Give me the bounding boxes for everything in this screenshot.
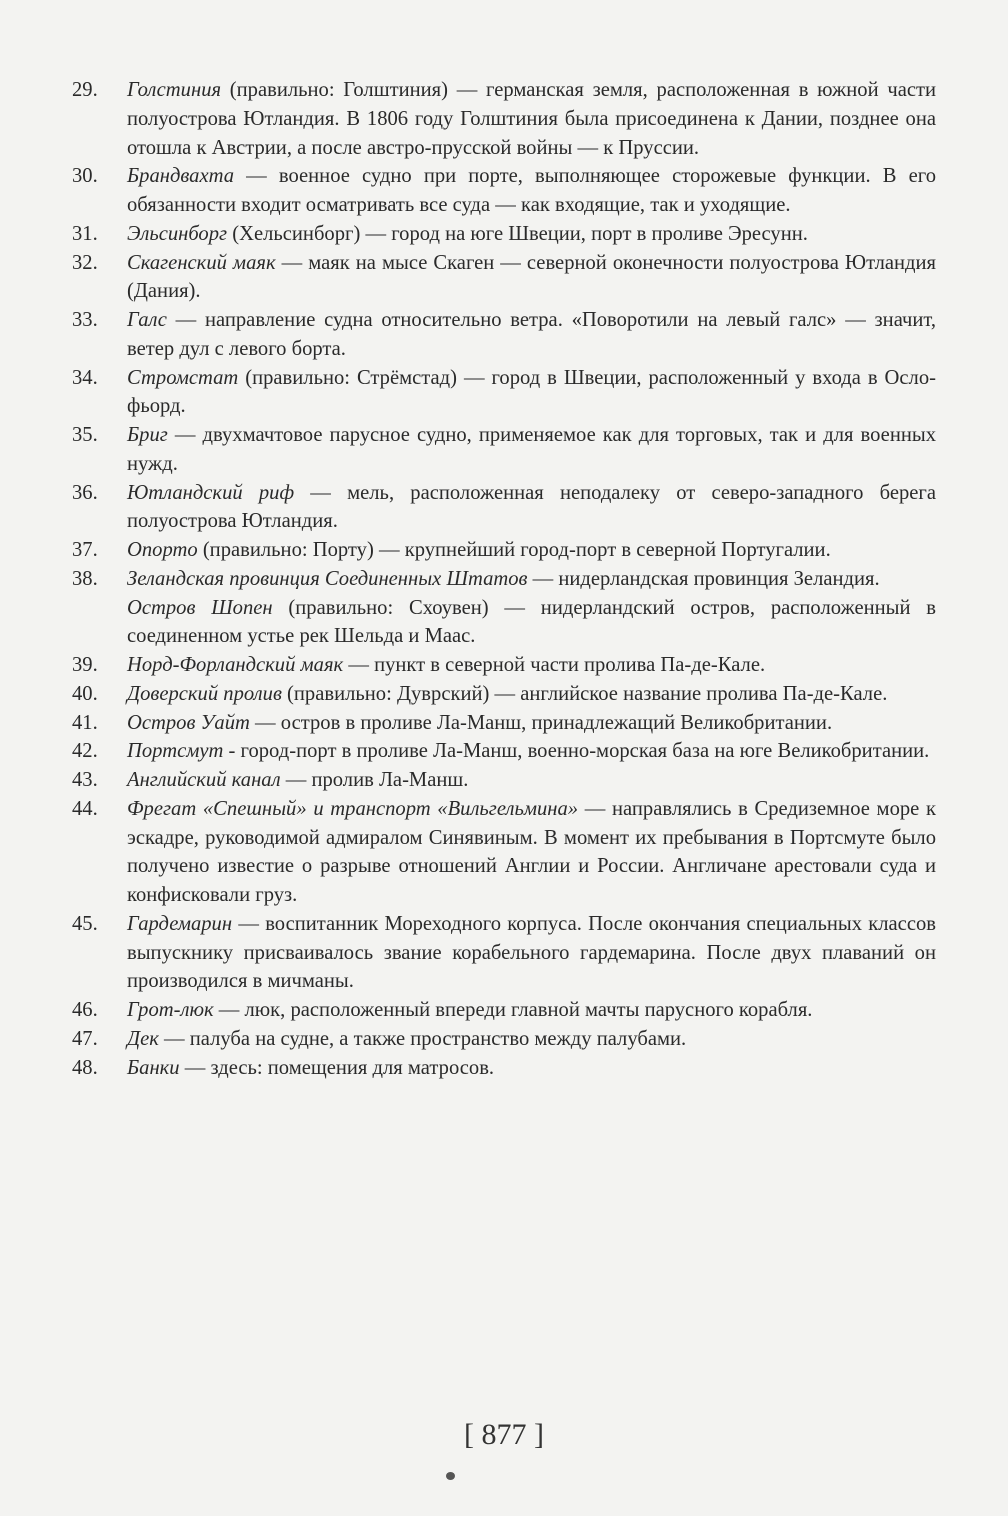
note-text: — остров в проливе Ла-Манш, принадлежащий Великобритании.	[249, 711, 833, 734]
note-term: Остров Уайт	[127, 711, 250, 734]
note-number: 30.	[72, 165, 98, 188]
note-entry	[72, 364, 936, 422]
note-entry	[72, 565, 936, 651]
note-number: 47.	[72, 1027, 98, 1050]
note-text: — пункт в северной части пролива Па-де-Кале.	[343, 654, 766, 676]
note-number: 37.	[72, 539, 98, 561]
note-term: Стромстат	[127, 366, 239, 389]
note-entry	[72, 651, 936, 680]
note-text: — направление судна относительно ветра. «Поворотили на левый галс» — значит, ветер дул с левого борта.	[127, 309, 936, 360]
note-term: Бриг	[127, 424, 168, 446]
note-text: — люк, расположенный впереди главной мачты парусного корабля.	[213, 999, 813, 1021]
note-term: Фрегат «Спешный» и транспорт «Вильгельмина»	[127, 797, 579, 820]
note-text: - город-порт в проливе Ла-Манш, военно-морская база на юге Великобритании.	[223, 740, 930, 763]
note-number: 44.	[72, 797, 98, 820]
note-number: 40.	[72, 682, 98, 705]
note-text: — военное судно при порте, выполняющее сторожевые функции. В его обязанности входит осматривать все суда — как входящие, так и уходящие.	[127, 165, 936, 216]
note-text: — двухмачтовое парусное судно, применяемое как для торговых, так и для военных нужд.	[127, 424, 936, 475]
note-term: Опорто	[127, 539, 198, 561]
note-entry	[72, 220, 936, 249]
page-number: [ 877 ]	[464, 1418, 544, 1451]
note-text: — направлялись в Средиземное море к эскадре, руководимой адмиралом Синявиным. В момент их пребывания в Портсмуте было получено известие о разрыве отношений Англии и России. Англичане арестовали суда и конфисковали груз.	[127, 797, 937, 906]
note-number: 43.	[72, 769, 98, 791]
note-number: 42.	[72, 740, 98, 763]
note-number: 39.	[72, 654, 98, 676]
note-number: 36.	[72, 481, 98, 504]
note-term: Голстиния	[127, 79, 222, 101]
note-number: 29.	[72, 79, 98, 101]
note-text: — палуба на судне, а также пространство между палубами.	[158, 1027, 687, 1050]
note-text: (правильно: Схоувен) — нидерландский остров, расположенный в соединенном устье рек Шельда и Маас.	[127, 596, 936, 648]
note-entry	[72, 76, 936, 162]
ink-spot	[446, 1472, 455, 1480]
note-number: 35.	[72, 424, 98, 446]
note-term: Доверский пролив	[127, 682, 282, 705]
note-term: Английский канал	[127, 769, 281, 791]
note-term: Норд-Форландский маяк	[127, 654, 344, 676]
note-entry	[72, 766, 936, 795]
note-entry	[72, 795, 936, 910]
note-number: 41.	[72, 711, 98, 734]
note-number: 32.	[72, 251, 98, 274]
note-text: — нидерландская провинция Зеландия.	[527, 567, 880, 590]
note-number: 45.	[72, 912, 98, 935]
note-number: 46.	[72, 999, 98, 1021]
note-text: — пролив Ла-Манш.	[280, 769, 469, 791]
note-entry	[72, 1054, 936, 1083]
note-text: (правильно: Порту) — крупнейший город-порт в северной Португалии.	[197, 539, 831, 561]
note-term: Галс	[127, 309, 167, 331]
note-text: — воспитанник Мореходного корпуса. После окончания специальных классов выпускнику присваивалось звание корабельного гардемарина. После двух плаваний он производился в мичманы.	[127, 912, 936, 993]
note-entry	[72, 709, 936, 738]
note-number: 33.	[72, 309, 98, 331]
note-number: 48.	[72, 1056, 98, 1079]
note-entry	[72, 249, 936, 307]
note-text: — маяк на мысе Скаген — северной оконечности полуострова Ютландия (Дания).	[127, 251, 936, 303]
note-number: 31.	[72, 222, 98, 245]
note-text: — мель, расположенная неподалеку от северо-западного берега полуострова Ютландия.	[127, 481, 936, 533]
note-text: (Хельсинборг) — город на юге Швеции, порт в проливе Эресунн.	[227, 222, 808, 245]
note-entry	[72, 996, 936, 1025]
note-term: Ютландский риф	[127, 481, 295, 504]
note-number: 38.	[72, 567, 98, 590]
note-entry	[72, 536, 936, 565]
note-entry	[72, 162, 936, 220]
note-term: Банки	[127, 1056, 180, 1079]
note-text: (правильно: Дуврский) — английское название пролива Па-де-Кале.	[281, 682, 888, 705]
note-term: Гардемарин	[127, 912, 233, 935]
note-term: Зеландская провинция Соединенных Штатов	[127, 567, 528, 590]
note-entry	[72, 479, 936, 537]
note-entry	[72, 910, 936, 996]
note-term: Эльсинборг	[127, 222, 228, 245]
note-text: (правильно: Голштиния) — германская земля, расположенная в южной части полуострова Ютландия. В 1806 году Голштиния была присоединена к Дании, позднее она отошла к Австрии, а после австро-прусской войны — к Пруссии.	[127, 79, 936, 159]
note-term: Остров Шопен	[127, 596, 273, 619]
note-term: Портсмут	[127, 740, 224, 763]
note-text: — здесь: помещения для матросов.	[179, 1056, 495, 1079]
note-entry	[72, 306, 936, 364]
note-term: Скагенский маяк	[127, 251, 276, 274]
note-entry	[72, 421, 936, 479]
note-entry	[72, 680, 936, 709]
notes-list	[72, 76, 936, 1082]
note-number: 34.	[72, 366, 98, 389]
note-term: Грот-люк	[127, 999, 214, 1021]
note-entry	[72, 1025, 936, 1054]
note-entry	[72, 737, 936, 766]
note-text: (правильно: Стрёмстад) — город в Швеции, расположенный у входа в Осло-фьорд.	[127, 366, 936, 418]
note-term: Брандвахта	[127, 165, 235, 188]
note-term: Дек	[127, 1027, 159, 1050]
